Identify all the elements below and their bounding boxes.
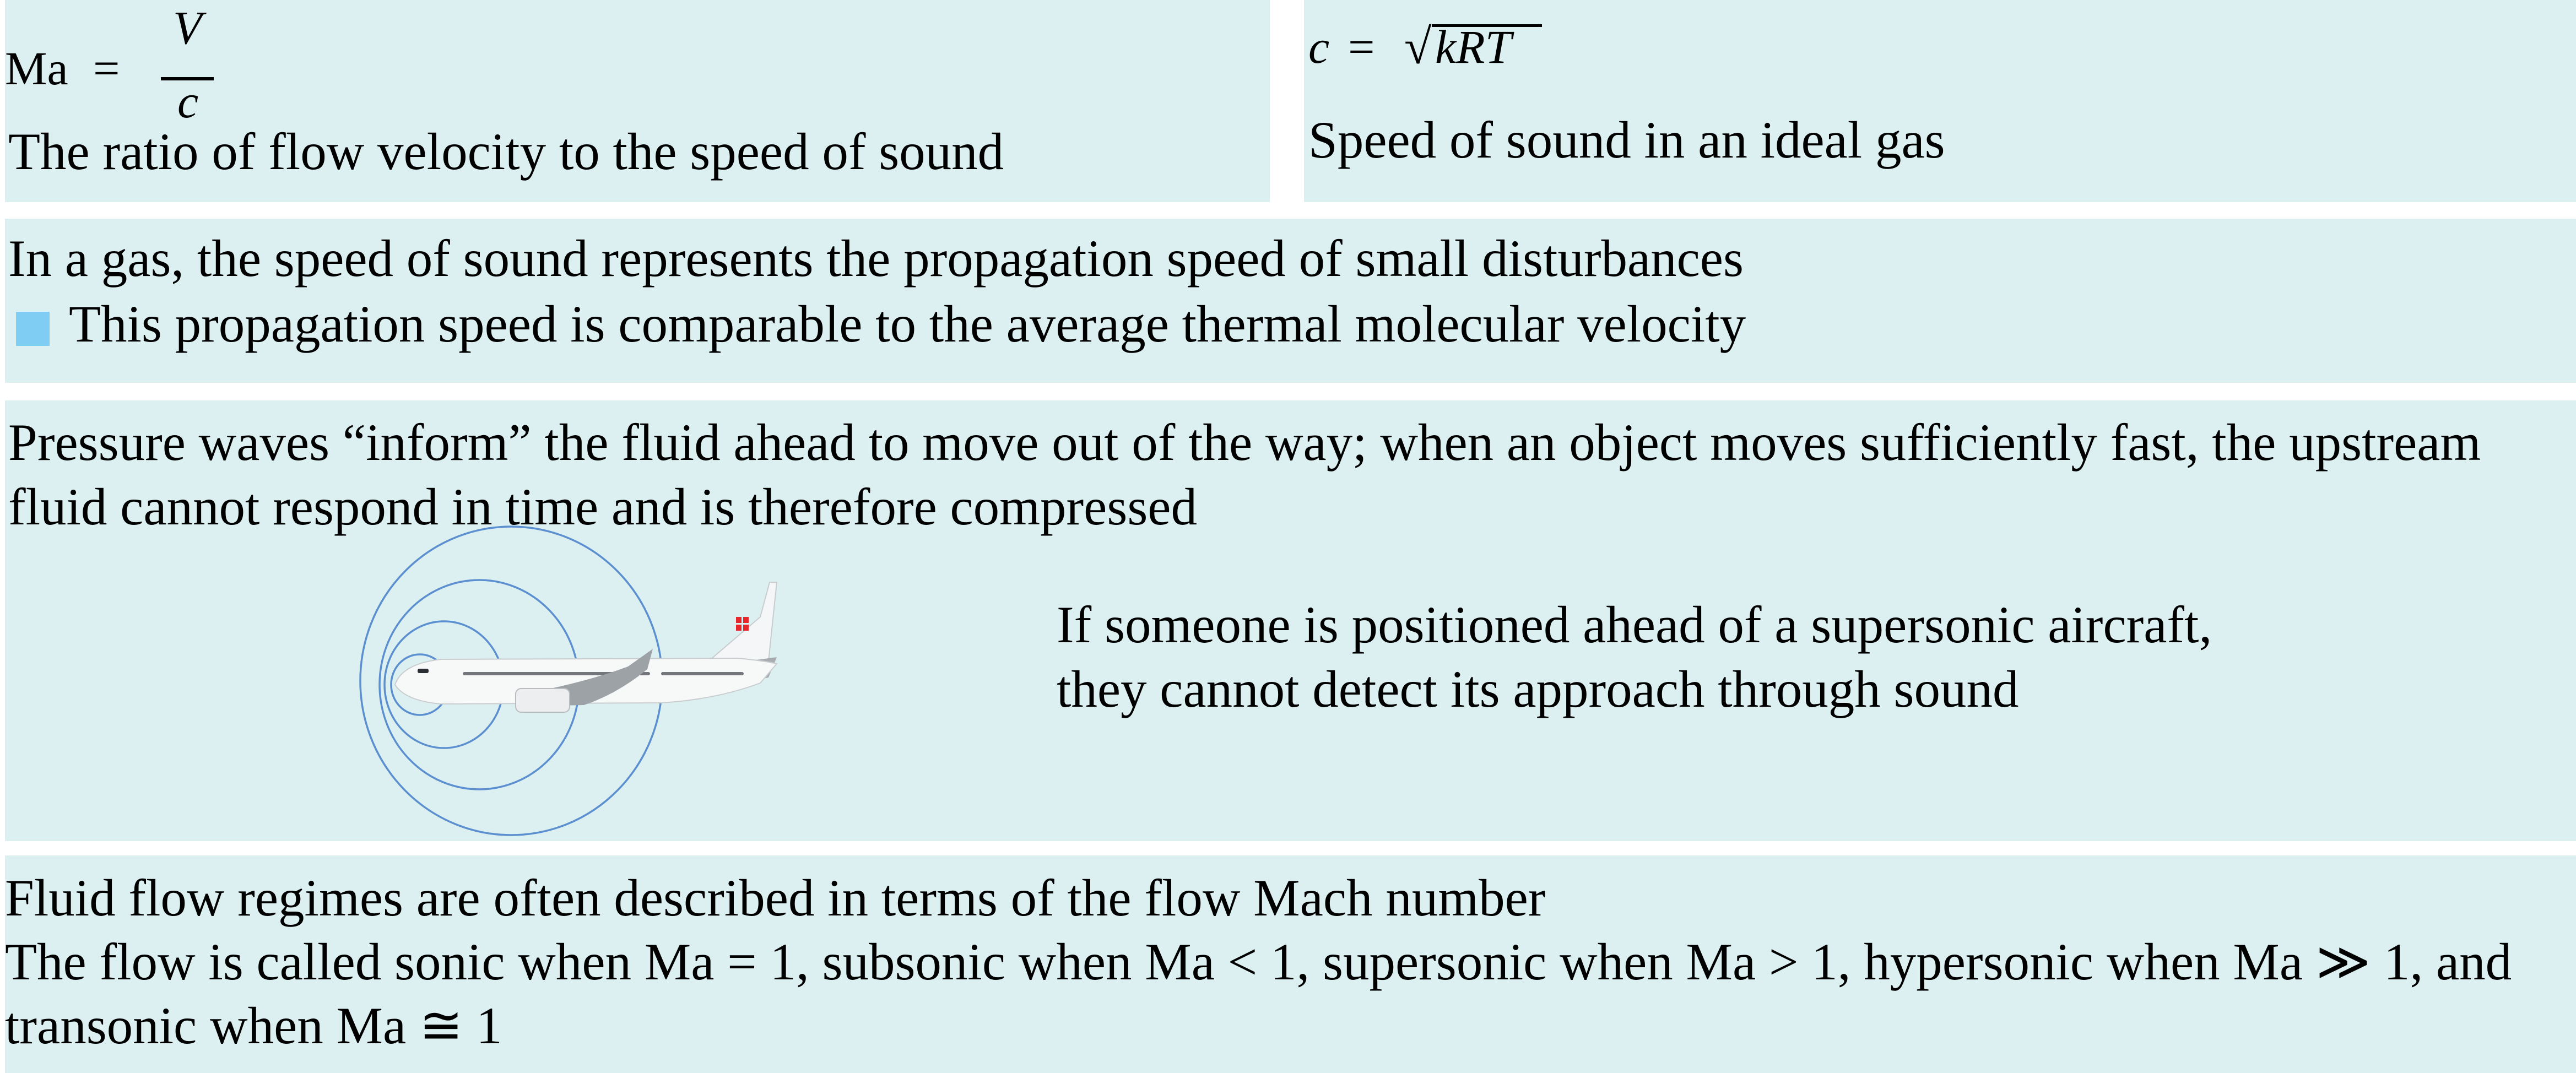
disturbance-bullet-text: This propagation speed is comparable to the average thermal molecular velocity [69, 295, 1746, 353]
flow-regimes-panel [5, 855, 2576, 1073]
sound-caption: Speed of sound in an ideal gas [1308, 111, 1945, 169]
supersonic-note-line-1: If someone is positioned ahead of a supersonic aircraft, [1057, 595, 2212, 654]
tail-logo [736, 617, 749, 631]
disturbance-text: In a gas, the speed of sound represents the propagation speed of small disturbances [8, 229, 1744, 288]
pressure-text-line-1: Pressure waves “inform” the fluid ahead to move out of the way; when an object moves sufficiently fast, the upstream [8, 413, 2481, 472]
mach-caption: The ratio of flow velocity to the speed of sound [8, 122, 1004, 181]
root-symbol: √ [1404, 20, 1432, 74]
mach-equals: = [93, 42, 120, 95]
mach-denominator: c [177, 75, 199, 128]
mach-lhs: Ma [5, 42, 68, 95]
regimes-line-1: Fluid flow regimes are often described in terms of the flow Mach number [5, 869, 1546, 927]
regimes-line-3: transonic when Ma ≅ 1 [5, 996, 502, 1055]
supersonic-note-line-2: they cannot detect its approach through sound [1057, 660, 2019, 718]
sound-radicand: kRT [1435, 20, 1512, 73]
sound-equals: = [1348, 20, 1375, 73]
regimes-line-2: The flow is called sonic when Ma = 1, subsonic when Ma < 1, supersonic when Ma > 1, hypersonic when Ma ≫ 1, and [5, 933, 2512, 991]
mach-numerator: V [173, 1, 202, 54]
pressure-text-line-2: fluid cannot respond in time and is therefore compressed [8, 478, 1197, 536]
aircraft-icon [395, 582, 777, 712]
sound-lhs: c [1308, 20, 1330, 73]
